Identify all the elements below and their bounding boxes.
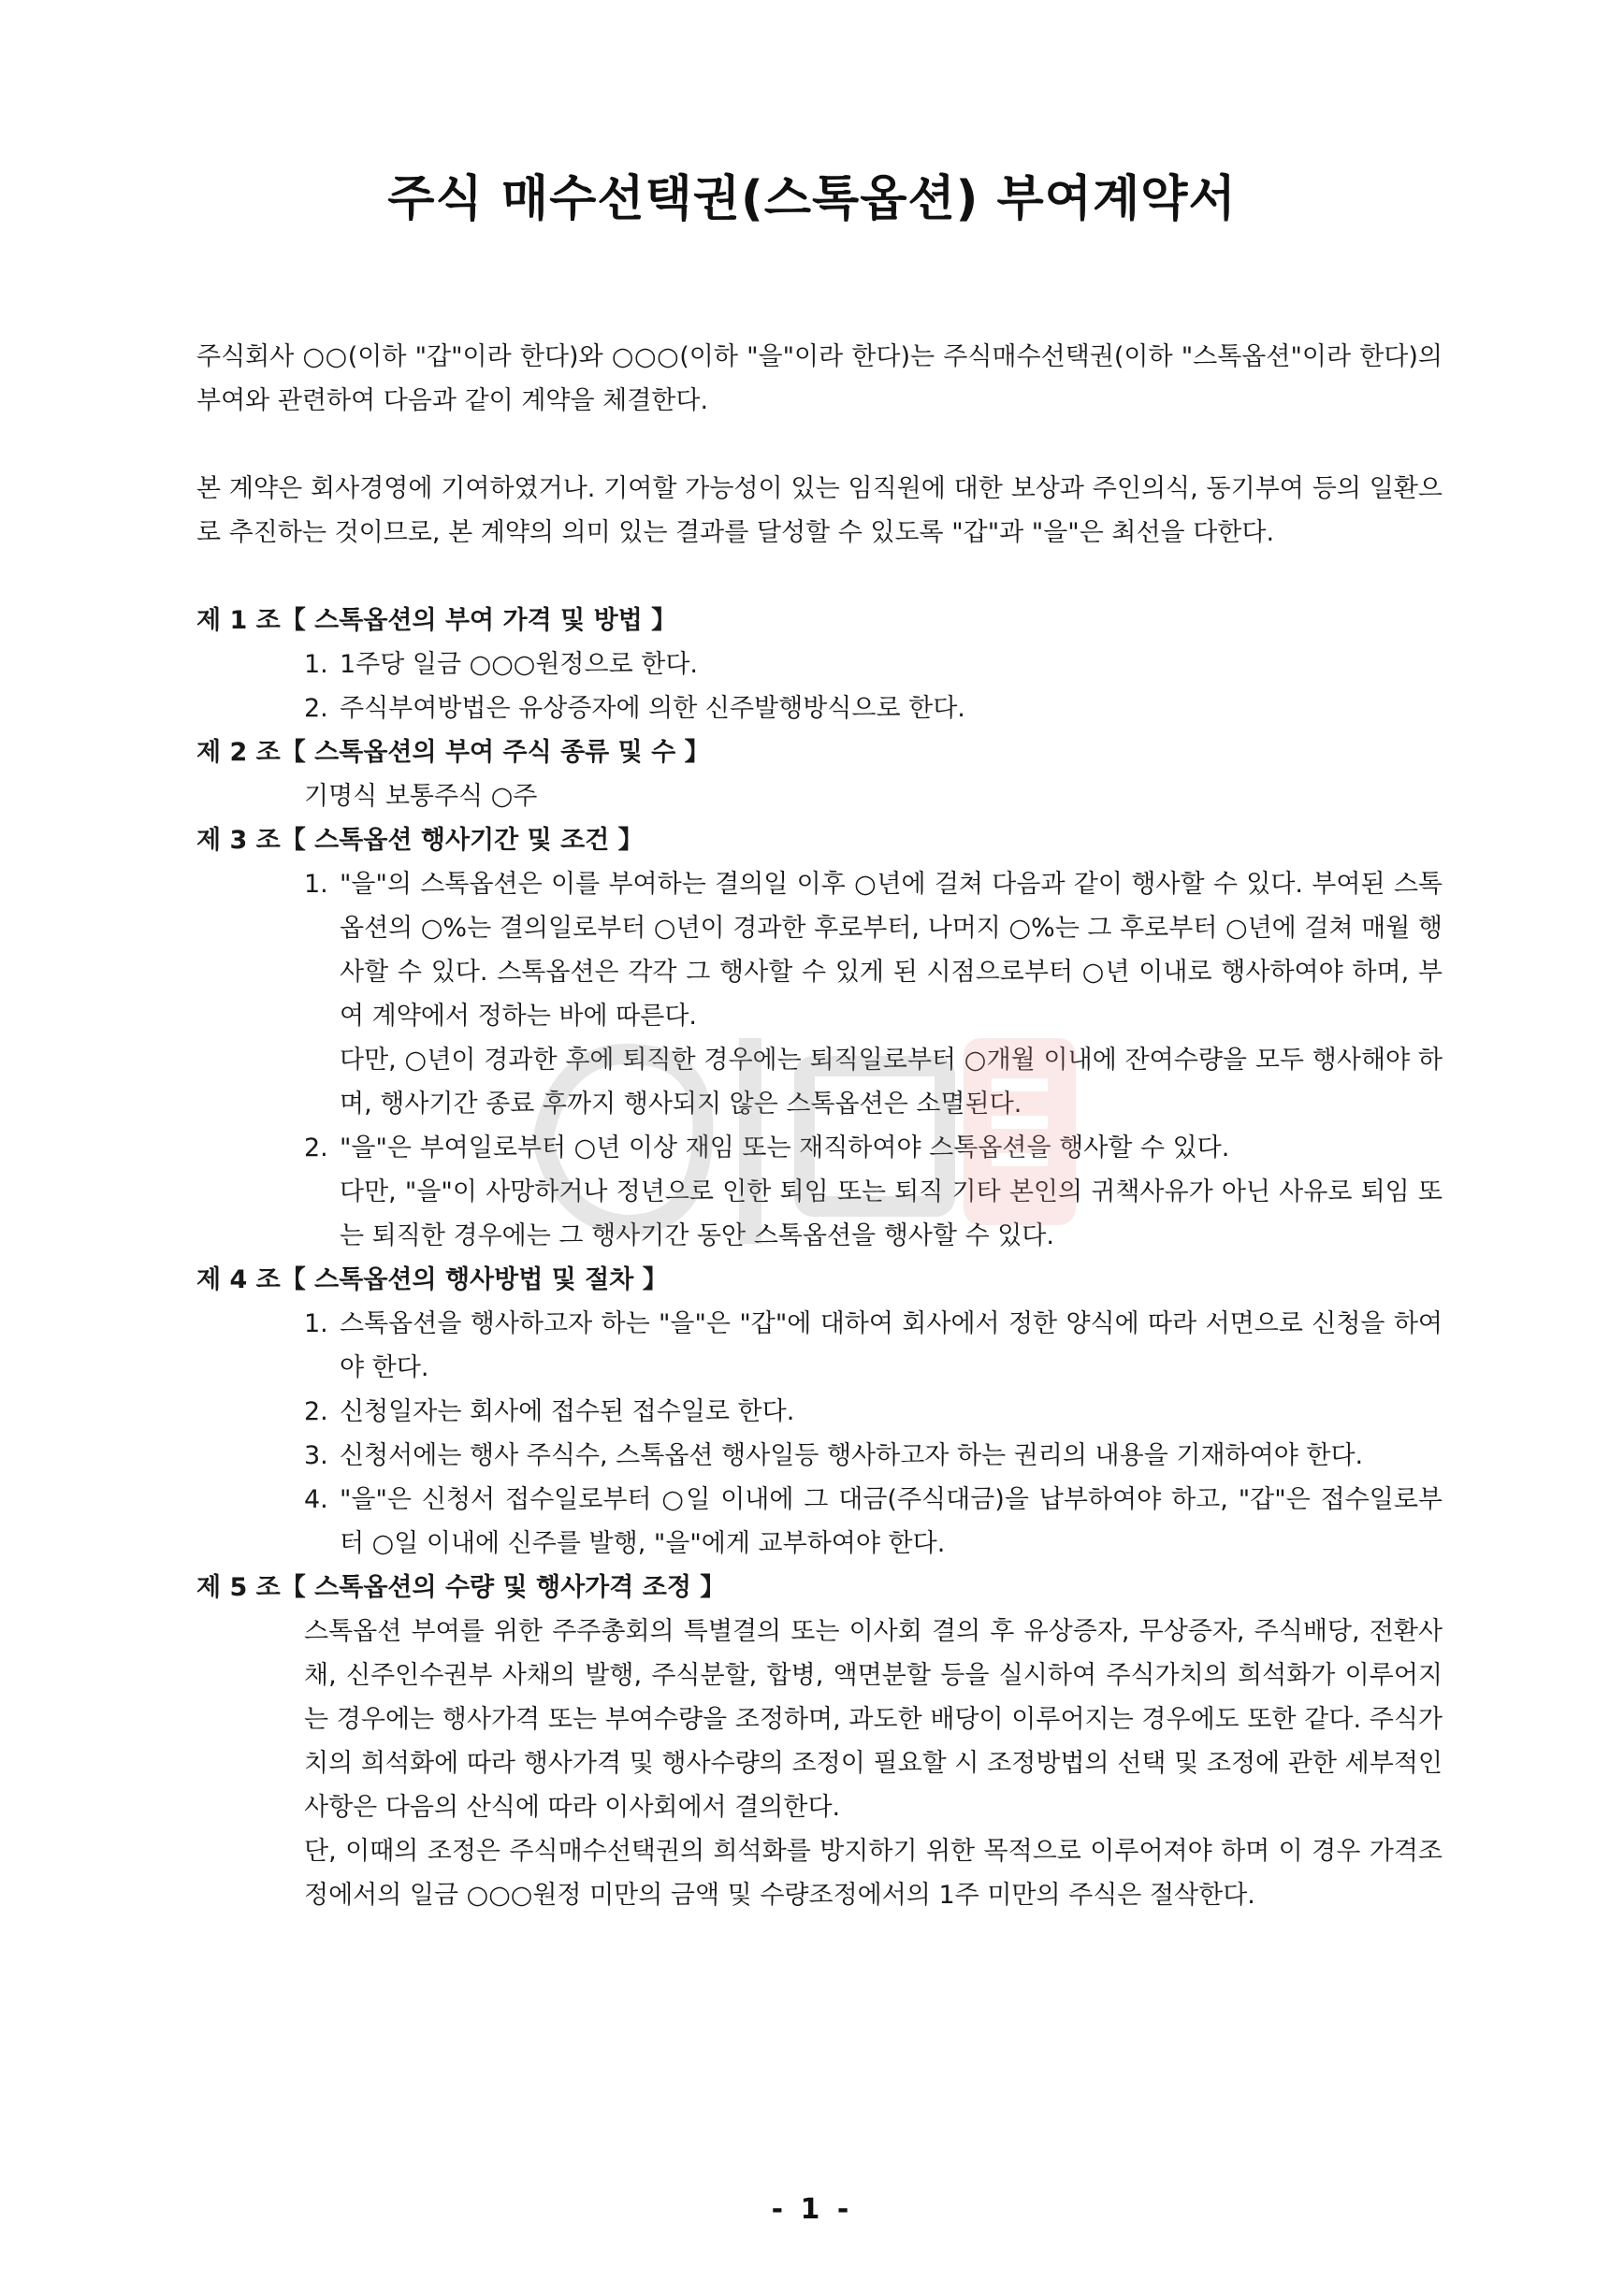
article-1 [196,599,1443,730]
article-5 [196,1566,1443,1917]
article-item: 2. "을"은 부여일로부터 ○년 이상 재임 또는 재직하여야 스톡옵션을 행사할 수 있다. 다만, "을"이 사망하거나 정년으로 인한 퇴임 또는 퇴직 기타 본인의 귀책사유가 아닌 사유로 퇴임 또는 퇴직한 경우에는 그 행사기간 동안 스톡옵션을 행사할 수 있다. [304,1126,1443,1258]
article-heading: 제 5 조【 스톡옵션의 수량 및 행사가격 조정 】 [196,1573,726,1602]
page-number: - 1 - [771,2193,853,2226]
article-heading: 제 2 조【 스톡옵션의 부여 주식 종류 및 수 】 [196,738,710,767]
article-3 [196,818,1443,1258]
intro-paragraph-2: 본 계약은 회사경영에 기여하였거나. 기여할 가능성이 있는 임직원에 대한 보상과 주인의식, 동기부여 등의 일환으로 추진하는 것이므로, 본 계약의 의미 있는 결과를 달성할 수 있도록 "갑"과 "을"은 최선을 다한다. [196,474,1443,547]
article-item: 1. "을"의 스톡옵션은 이를 부여하는 결의일 이후 ○년에 걸쳐 다음과 같이 행사할 수 있다. 부여된 스톡옵션의 ○%는 결의일로부터 ○년이 경과한 후로부터, 나머지 ○%는 그 후로부터 ○년에 걸쳐 매월 행사할 수 있다. 스톡옵션은 각각 그 행사할 수 있게 된 시점으로부터 ○년 이내로 행사하여야 하며, 부여 계약에서 정하는 바에 따른다. 다만, ○년이 경과한 후에 퇴직한 경우에는 퇴직일로부터 ○개월 이내에 잔여수량을 모두 행사해야 하며, 행사기간 종료 후까지 행사되지 않은 스톡옵션은 소멸된다. [304,862,1443,1126]
document-title: 주식 매수선택권(스톡옵션) 부여계약서 [387,171,1237,227]
article-4 [196,1258,1443,1566]
article-item-proviso: 다만, "을"이 사망하거나 정년으로 인한 퇴임 또는 퇴직 기타 본인의 귀책사유가 아닌 사유로 퇴임 또는 퇴직한 경우에는 그 행사기간 동안 스톡옵션을 행사할 수 있다. [340,1177,1443,1250]
intro-paragraph-1: 주식회사 ○○(이하 "갑"이라 한다)와 ○○○(이하 "을"이라 한다)는 주식매수선택권(이하 "스톡옵션"이라 한다)의 부여와 관련하여 다음과 같이 계약을 체결한다. [196,342,1443,415]
article-item-proviso: 다만, ○년이 경과한 후에 퇴직한 경우에는 퇴직일로부터 ○개월 이내에 잔여수량을 모두 행사해야 하며, 행사기간 종료 후까지 행사되지 않은 스톡옵션은 소멸된다. [340,1046,1443,1119]
article-heading: 제 4 조【 스톡옵션의 행사방법 및 절차 】 [196,1265,668,1294]
article-2 [196,730,1443,818]
article-item: 1. 1주당 일금 ○○○원정으로 한다. [304,650,699,679]
article-item: 2. 주식부여방법은 유상증자에 의한 신주발행방식으로 한다. [304,694,965,723]
article-heading: 제 1 조【 스톡옵션의 부여 가격 및 방법 】 [196,606,677,635]
article-heading: 제 3 조【 스톡옵션 행사기간 및 조건 】 [196,826,644,855]
article-body-proviso: 단, 이때의 조정은 주식매수선택권의 희석화를 방지하기 위한 목적으로 이루어져야 하며 이 경우 가격조정에서의 일금 ○○○원정 미만의 금액 및 수량조정에서의 1주 미만의 주식은 절삭한다. [304,1837,1443,1910]
article-item: 1. 스톡옵션을 행사하고자 하는 "을"은 "갑"에 대하여 회사에서 정한 양식에 따라 서면으로 신청을 하여야 한다. [304,1309,1443,1382]
article-item: 4. "을"은 신청서 접수일로부터 ○일 이내에 그 대금(주식대금)을 납부하여야 하고, "갑"은 접수일로부터 ○일 이내에 신주를 발행, "을"에게 교부하여야 한다. [304,1485,1443,1558]
article-item: 3. 신청서에는 행사 주식수, 스톡옵션 행사일등 행사하고자 하는 권리의 내용을 기재하여야 한다. [304,1441,1364,1470]
article-body-text: 기명식 보통주식 ○주 [304,782,538,811]
article-body-text: 스톡옵션 부여를 위한 주주총회의 특별결의 또는 이사회 결의 후 유상증자, 무상증자, 주식배당, 전환사채, 신주인수권부 사채의 발행, 주식분할, 합병, 액면분할 등을 실시하여 주식가치의 희석화가 이루어지는 경우에는 행사가격 또는 부여수량을 조정하며, 과도한 배당이 이루어지는 경우에도 또한 같다. 주식가치의 희석화에 따라 행사가격 및 행사수량의 조정이 필요할 시 조정방법의 선택 및 조정에 관한 세부적인 사항은 다음의 산식에 따라 이사회에서 결의한다. [304,1617,1443,1822]
document-body [196,335,1443,1917]
article-item: 2. 신청일자는 회사에 접수된 접수일로 한다. [304,1397,795,1426]
